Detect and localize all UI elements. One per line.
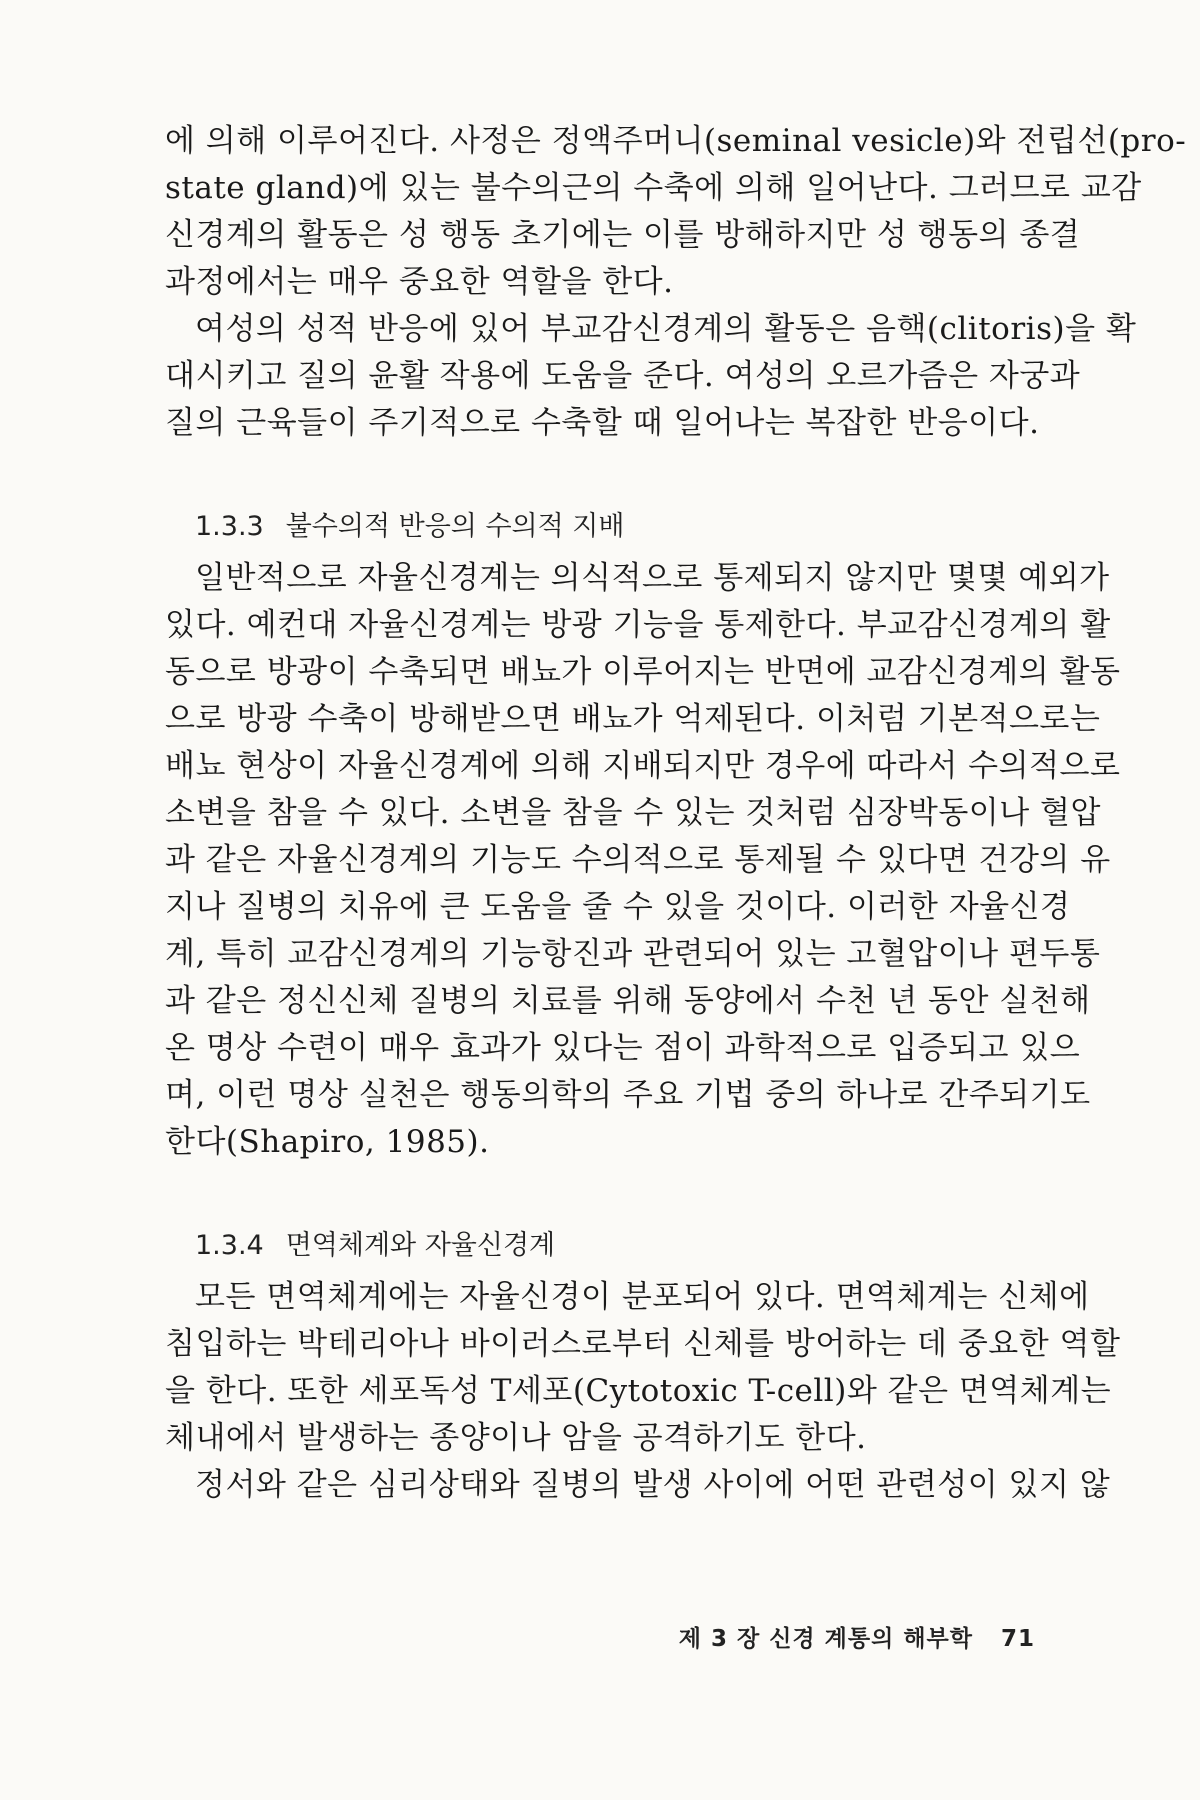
text-line: 침입하는 박테리아나 바이러스로부터 신체를 방어하는 데 중요한 역할 [165,1326,1121,1362]
section-heading-1-3-4 [165,1226,1035,1266]
paragraph-voluntary-control [165,555,1121,1166]
text-line: 에 의해 이루어진다. 사정은 정액주머니(seminal vesicle)와 전립선(pro- [165,123,1187,159]
text-line: 과 같은 자율신경계의 기능도 수의적으로 통제될 수 있다면 건강의 유 [165,842,1111,878]
text-line: 온 명상 수련이 매우 효과가 있다는 점이 과학적으로 입증되고 있으 [165,1030,1081,1066]
text-line: 한다(Shapiro, 1985). [165,1124,490,1160]
text-line: 계, 특히 교감신경계의 기능항진과 관련되어 있는 고혈압이나 편두통 [165,936,1101,972]
page-number: 71 [1000,1626,1035,1652]
section-number: 1.3.4 [195,1230,264,1261]
text-line: 정서와 같은 심리상태와 질병의 발생 사이에 어떤 관련성이 있지 않 [195,1467,1111,1503]
text-line: 지나 질병의 치유에 큰 도움을 줄 수 있을 것이다. 이러한 자율신경 [165,889,1071,925]
text-line: 소변을 참을 수 있다. 소변을 참을 수 있는 것처럼 심장박동이나 혈압 [165,795,1101,831]
body-text [165,118,1187,1509]
section-number: 1.3.3 [195,511,264,542]
text-line: 신경계의 활동은 성 행동 초기에는 이를 방해하지만 성 행동의 종결 [165,217,1081,253]
section-title: 면역체계와 자율신경계 [285,1230,556,1261]
text-line: 며, 이런 명상 실천은 행동의학의 주요 기법 중의 하나로 간주되기도 [165,1077,1091,1113]
text-line: 을 한다. 또한 세포독성 T세포(Cytotoxic T-cell)와 같은 면역체계는 [165,1373,1112,1409]
page-footer [165,1620,1035,1653]
section-title: 불수의적 반응의 수의적 지배 [285,511,625,542]
text-line: 모든 면역체계에는 자율신경이 분포되어 있다. 면역체계는 신체에 [195,1279,1090,1315]
paragraph-immune-system [165,1274,1121,1462]
paragraph-ejaculation [165,118,1187,306]
text-line: 질의 근육들이 주기적으로 수축할 때 일어나는 복잡한 반응이다. [165,405,1040,441]
paragraph-female-response [165,306,1137,447]
paragraph-emotion-disease [165,1462,1111,1509]
text-line: 동으로 방광이 수축되면 배뇨가 이루어지는 반면에 교감신경계의 활동 [165,654,1121,690]
text-line: 있다. 예컨대 자율신경계는 방광 기능을 통제한다. 부교감신경계의 활 [165,607,1111,643]
text-line: 배뇨 현상이 자율신경계에 의해 지배되지만 경우에 따라서 수의적으로 [165,748,1121,784]
text-line: state gland)에 있는 불수의근의 수축에 의해 일어난다. 그러므로 교감 [165,170,1142,206]
section-heading-1-3-3 [165,507,1035,547]
text-line: 과 같은 정신신체 질병의 치료를 위해 동양에서 수천 년 동안 실천해 [165,983,1091,1019]
text-line: 으로 방광 수축이 방해받으면 배뇨가 억제된다. 이처럼 기본적으로는 [165,701,1101,737]
text-line: 과정에서는 매우 중요한 역할을 한다. [165,264,674,300]
running-footer-chapter: 제 3 장 신경 계통의 해부학 [678,1626,973,1652]
text-line: 여성의 성적 반응에 있어 부교감신경계의 활동은 음핵(clitoris)을 확 [195,311,1137,347]
text-line: 일반적으로 자율신경계는 의식적으로 통제되지 않지만 몇몇 예외가 [195,560,1110,596]
text-line: 체내에서 발생하는 종양이나 암을 공격하기도 한다. [165,1420,867,1456]
text-line: 대시키고 질의 윤활 작용에 도움을 준다. 여성의 오르가즘은 자궁과 [165,358,1081,394]
